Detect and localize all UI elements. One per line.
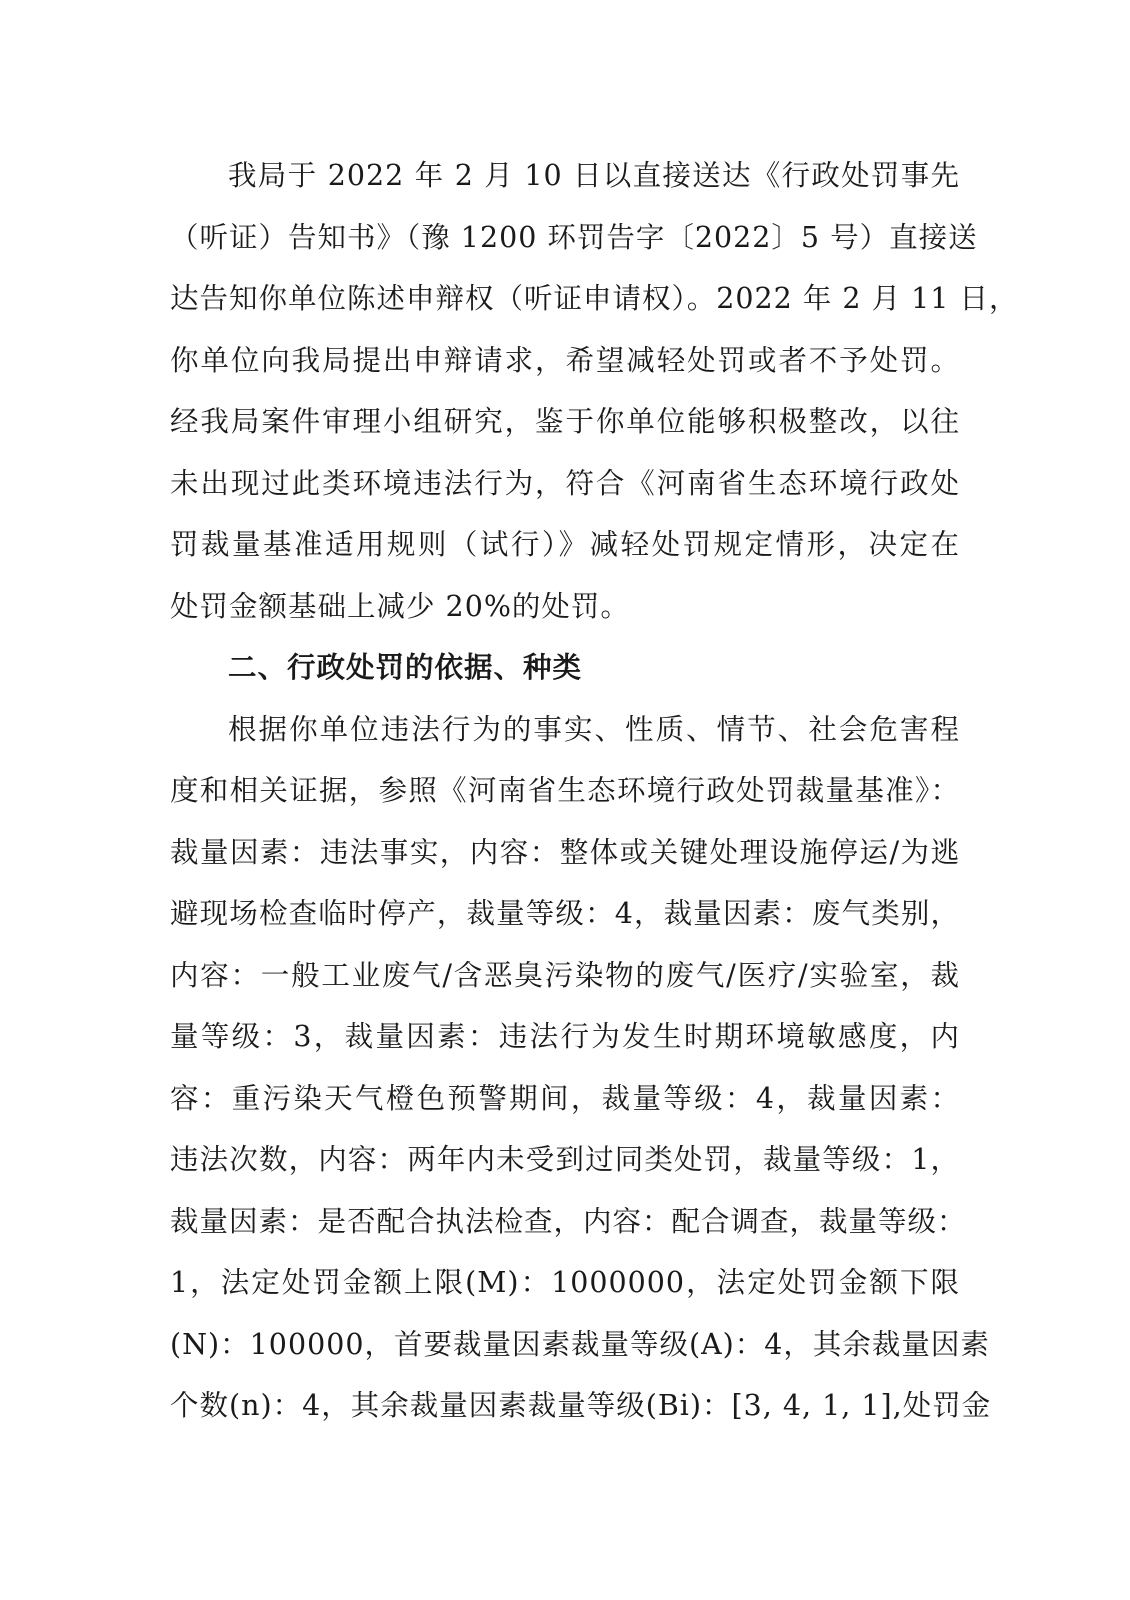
paragraph-1-line-6: 未出现过此类环境违法行为，符合《河南省生态环境行政处 [170, 466, 960, 500]
paragraph-2-line-3: 裁量因素：违法事实，内容：整体或关键处理设施停运/为逃 [170, 835, 960, 869]
paragraph-2-line-5: 内容：一般工业废气/含恶臭污染物的废气/医疗/实验室，裁 [170, 958, 960, 992]
document-body [170, 145, 1019, 1437]
paragraph-1-line-5: 经我局案件审理小组研究，鉴于你单位能够积极整改，以往 [170, 405, 960, 438]
paragraph-2-line-6: 量等级：3，裁量因素：违法行为发生时期环境敏感度，内 [170, 1020, 960, 1053]
paragraph-2-line-7: 容：重污染天气橙色预警期间，裁量等级：4，裁量因素： [170, 1081, 960, 1115]
paragraph-1-line-2: （听证）告知书》（豫 1200 环罚告字〔2022〕5 号）直接送 [170, 220, 978, 254]
paragraph-2-line-10: 1，法定处罚金额上限(M)：1000000，法定处罚金额下限 [170, 1266, 960, 1299]
paragraph-2-line-9: 裁量因素：是否配合执法检查，内容：配合调查，裁量等级： [170, 1204, 967, 1238]
paragraph-2-line-2: 度和相关证据，参照《河南省生态环境行政处罚裁量基准》： [170, 774, 960, 807]
paragraph-1-line-7: 罚裁量基准适用规则（试行）》减轻处罚规定情形，决定在 [170, 528, 960, 561]
paragraph-2-line-8: 违法次数，内容：两年内未受到过同类处罚，裁量等级：1， [170, 1143, 960, 1176]
paragraph-1-line-1: 我局于 2022 年 2 月 10 日以直接送达《行政处罚事先 [228, 159, 960, 192]
paragraph-2-line-4: 避现场检查临时停产，裁量等级：4，裁量因素：废气类别， [170, 897, 960, 930]
paragraph-2-line-11: (N)：100000，首要裁量因素裁量等级(A)：4，其余裁量因素 [170, 1327, 990, 1361]
paragraph-1-line-8: 处罚金额基础上减少 20%的处罚。 [170, 589, 630, 623]
paragraph-2-line-12: 个数(n)：4，其余裁量因素裁量等级(Bi)：[3, 4, 1, 1],处罚金 [170, 1389, 992, 1422]
section-heading: 二、行政处罚的依据、种类 [228, 651, 583, 684]
paragraph-2-line-1: 根据你单位违法行为的事实、性质、情节、社会危害程 [228, 712, 960, 746]
paragraph-1-line-3: 达告知你单位陈述申辩权（听证申请权）。2022 年 2 月 11 日， [170, 282, 1019, 315]
paragraph-1-line-4: 你单位向我局提出申辩请求，希望减轻处罚或者不予处罚。 [170, 343, 960, 377]
